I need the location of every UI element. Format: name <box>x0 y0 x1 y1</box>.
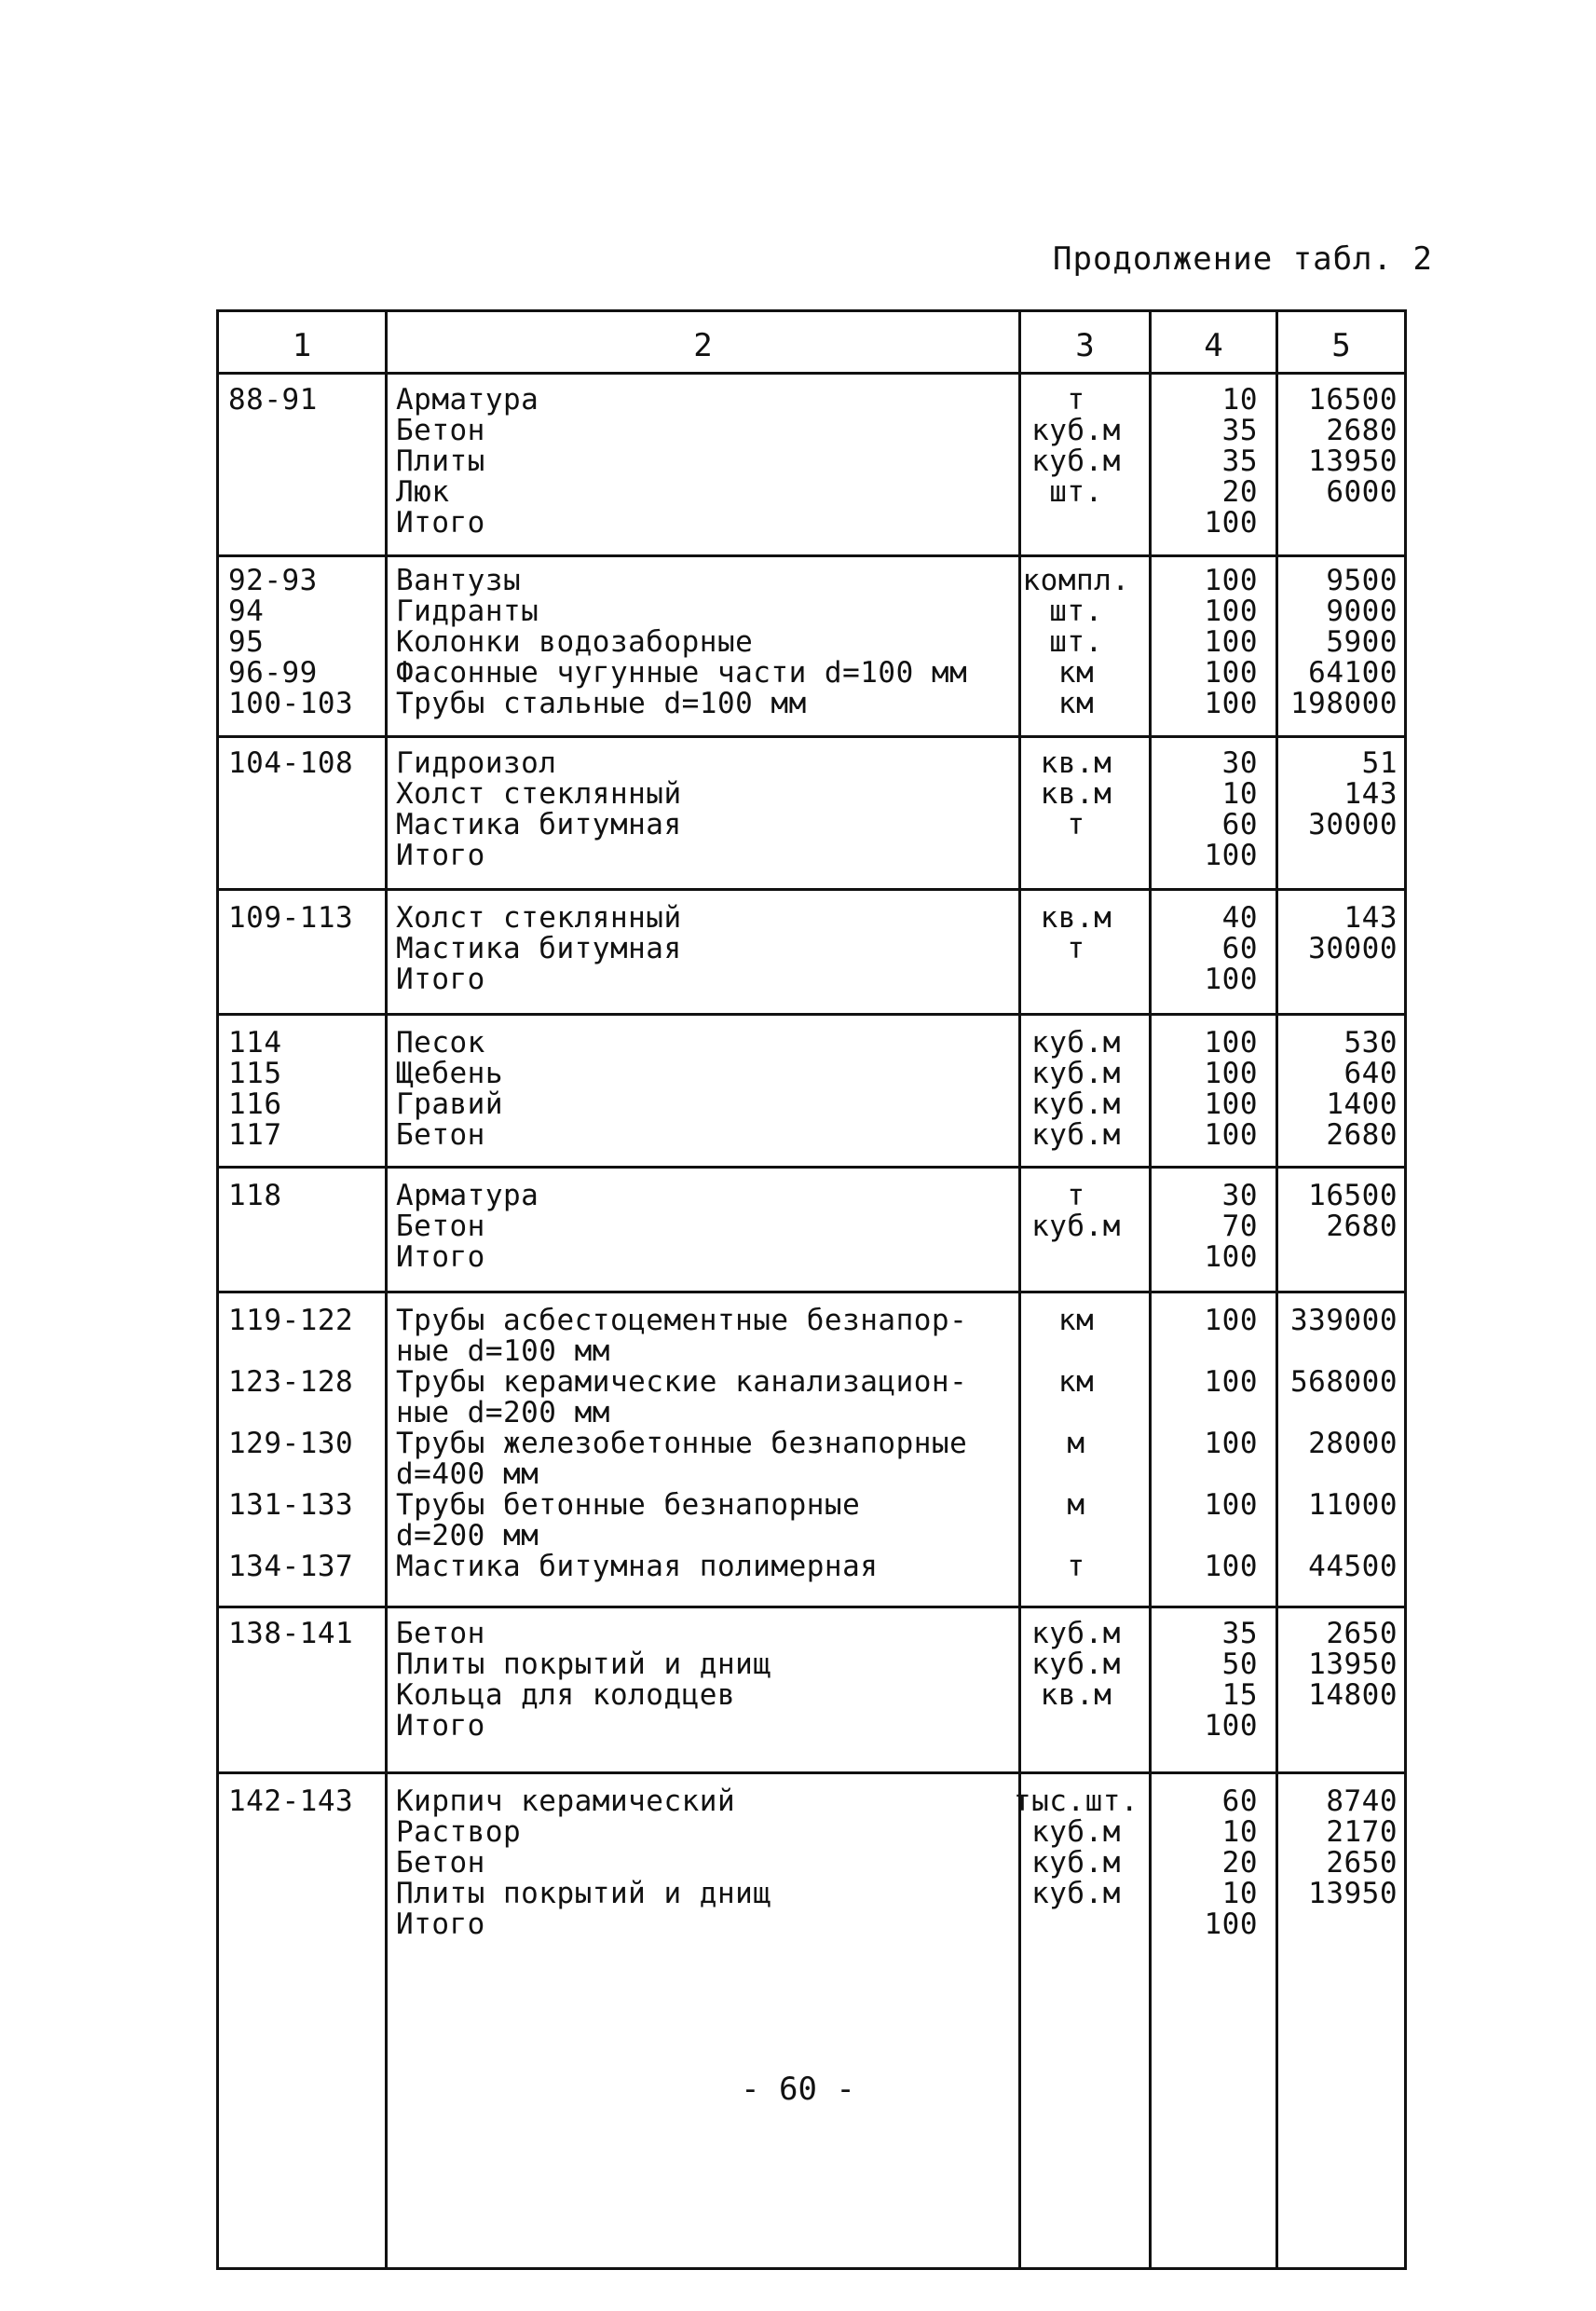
item-prices: 8740 2170 2650 13950 <box>1308 1785 1398 1910</box>
item-quantities: 100 100 100 100 <box>1204 1026 1258 1152</box>
item-units: куб.м куб.м куб.м куб.м <box>1031 1026 1121 1152</box>
item-prices: 51 143 30000 <box>1308 746 1398 841</box>
item-names: Арматура Бетон Плиты Люк Итого <box>396 383 539 540</box>
row-numbers: 138-141 <box>228 1617 354 1650</box>
item-quantities: 10 35 35 20 100 <box>1204 383 1258 540</box>
column-header: 3 <box>1075 327 1095 364</box>
item-prices: 339000 568000 28000 11000 44500 <box>1290 1304 1398 1583</box>
item-names: Вантузы Гидранты Колонки водозаборные Фасонные чугунные части d=100 мм Трубы стальные d=100 мм <box>396 564 968 720</box>
column-header: 5 <box>1331 327 1351 364</box>
row-divider <box>219 888 1404 891</box>
row-divider <box>219 1166 1404 1169</box>
row-numbers: 114 115 116 117 <box>228 1026 282 1152</box>
item-quantities: 30 70 100 <box>1204 1179 1258 1274</box>
item-prices: 530 640 1400 2680 <box>1326 1026 1398 1152</box>
row-numbers: 119-122 123-128 129-130 131-133 134-137 <box>228 1304 354 1583</box>
materials-table <box>216 309 1407 2270</box>
row-numbers: 88-91 <box>228 383 318 417</box>
item-prices: 2650 13950 14800 <box>1308 1617 1398 1712</box>
row-divider <box>219 1291 1404 1293</box>
row-divider <box>219 1013 1404 1016</box>
page-number: - 60 - <box>741 2071 855 2108</box>
row-numbers: 104-108 <box>228 746 354 780</box>
row-numbers: 109-113 <box>228 901 354 935</box>
item-prices: 9500 9000 5900 64100 198000 <box>1290 564 1398 720</box>
item-prices: 143 30000 <box>1308 901 1398 965</box>
item-names: Песок Щебень Гравий Бетон <box>396 1026 503 1152</box>
item-units: куб.м куб.м кв.м <box>1031 1617 1121 1712</box>
row-numbers: 142-143 <box>228 1785 354 1818</box>
item-names: Гидроизол Холст стеклянный Мастика битумная Итого <box>396 746 682 872</box>
item-units: кв.м кв.м т <box>1040 746 1112 841</box>
item-quantities: 30 10 60 100 <box>1204 746 1258 872</box>
row-divider <box>219 735 1404 738</box>
row-divider <box>219 372 1404 375</box>
row-divider <box>219 1771 1404 1774</box>
item-units: кв.м т <box>1040 901 1112 965</box>
column-header: 2 <box>693 327 713 364</box>
item-names: Бетон Плиты покрытий и днищ Кольца для колодцев Итого <box>396 1617 771 1743</box>
item-quantities: 100 100 100 100 100 <box>1204 1304 1258 1583</box>
item-units: км км м м т <box>1057 1304 1095 1583</box>
item-names: Трубы асбестоцементные безнапор- ные d=100 мм Трубы керамические канализацион- ные d=200 мм Трубы железобетонные безнапорные d=400 мм Трубы бетонные безнапорные d=200 мм Мастика битумная полимерная <box>396 1304 968 1583</box>
item-quantities: 35 50 15 100 <box>1204 1617 1258 1743</box>
item-units: т куб.м <box>1031 1179 1121 1243</box>
column-header: 4 <box>1204 327 1223 364</box>
item-names: Холст стеклянный Мастика битумная Итого <box>396 901 682 996</box>
item-quantities: 100 100 100 100 100 <box>1204 564 1258 720</box>
row-divider <box>219 554 1404 557</box>
table-caption: Продолжение табл. 2 <box>1053 240 1433 278</box>
item-quantities: 60 10 20 10 100 <box>1204 1785 1258 1941</box>
row-divider <box>219 1606 1404 1608</box>
item-units: тыс.шт. куб.м куб.м куб.м <box>1013 1785 1139 1910</box>
column-header: 1 <box>292 327 312 364</box>
item-units: компл. шт. шт. км км <box>1022 564 1130 720</box>
item-quantities: 40 60 100 <box>1204 901 1258 996</box>
item-units: т куб.м куб.м шт. <box>1031 383 1121 509</box>
row-numbers: 118 <box>228 1179 282 1212</box>
row-numbers: 92-93 94 95 96-99 100-103 <box>228 564 354 720</box>
item-names: Кирпич керамический Раствор Бетон Плиты покрытий и днищ Итого <box>396 1785 771 1941</box>
item-prices: 16500 2680 <box>1308 1179 1398 1243</box>
item-names: Арматура Бетон Итого <box>396 1179 539 1274</box>
item-prices: 16500 2680 13950 6000 <box>1308 383 1398 509</box>
